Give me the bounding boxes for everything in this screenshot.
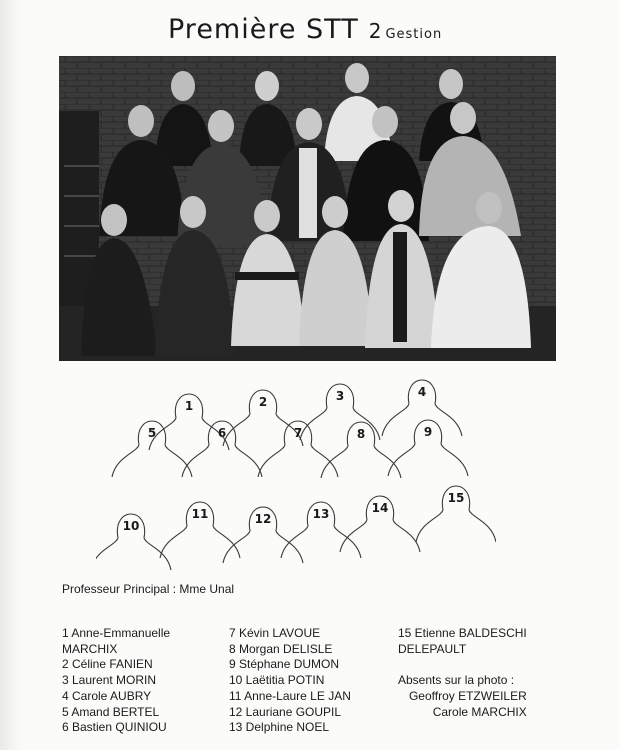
key-figure — [281, 502, 361, 558]
key-figure — [223, 390, 303, 446]
key-number: 1 — [184, 399, 194, 413]
key-figure — [382, 380, 462, 436]
absent-name: Geoffroy ETZWEILER — [408, 689, 527, 704]
list-item: 3 Laurent MORIN — [62, 673, 157, 688]
key-number: 13 — [312, 507, 330, 521]
list-item: 12 Lauriane GOUPIL — [229, 704, 342, 719]
key-figure — [388, 420, 468, 476]
list-item: 4 Carole AUBRY — [62, 688, 152, 703]
list-item: 10 Laëtitia POTIN — [229, 673, 325, 688]
student-list-column-1 — [62, 626, 170, 736]
key-number: 10 — [122, 519, 140, 533]
key-number: 12 — [254, 512, 272, 526]
key-number: 5 — [147, 426, 157, 440]
list-item: 9 Stéphane DUMON — [229, 657, 340, 672]
key-number: 9 — [423, 425, 433, 439]
list-item: 15 Etienne BALDESCHI — [398, 626, 527, 640]
class-photo — [59, 56, 556, 361]
key-figure — [160, 502, 240, 558]
student-list-column-2 — [229, 626, 351, 736]
key-number: 6 — [217, 426, 227, 440]
key-figure — [112, 421, 192, 477]
key-figure — [340, 496, 420, 552]
list-item: MARCHIX — [62, 641, 118, 656]
list-item: 6 Bastien QUINIOU — [62, 720, 167, 735]
student-list-column-3 — [398, 626, 527, 721]
key-number: 14 — [371, 501, 389, 515]
principal-teacher: Professeur Principal : Mme Unal — [62, 582, 235, 596]
key-figure — [300, 384, 380, 440]
position-key — [96, 372, 496, 577]
title-main: Première STT — [168, 14, 359, 45]
key-number: 4 — [417, 385, 427, 399]
key-figure — [182, 421, 262, 477]
key-number: 8 — [356, 427, 366, 441]
title-class-number: 2 — [368, 19, 382, 43]
key-number: 3 — [335, 389, 345, 403]
key-figure — [96, 514, 171, 570]
absent-name: Carole MARCHIX — [432, 704, 527, 719]
page-title — [168, 14, 442, 45]
key-number: 7 — [293, 426, 303, 440]
list-item: 1 Anne-Emmanuelle — [62, 626, 171, 640]
list-item: DELEPAULT — [398, 641, 467, 656]
list-item: 2 Céline FANIEN — [62, 657, 153, 672]
page-edge — [0, 0, 22, 750]
key-figure — [416, 486, 496, 542]
key-number: 15 — [447, 491, 465, 505]
list-item: 13 Delphine NOEL — [229, 720, 330, 735]
key-figure — [223, 507, 303, 563]
list-item: 8 Morgan DELISLE — [229, 641, 333, 656]
key-figure — [258, 421, 338, 477]
list-item: 7 Kévin LAVOUE — [229, 626, 321, 640]
title-section: Gestion — [385, 27, 443, 42]
key-figure — [321, 422, 401, 478]
absents-label: Absents sur la photo : — [398, 673, 515, 688]
key-number: 2 — [258, 395, 268, 409]
list-item: 5 Amand BERTEL — [62, 704, 160, 719]
list-item: 11 Anne-Laure LE JAN — [229, 688, 351, 703]
key-number: 11 — [191, 507, 209, 521]
